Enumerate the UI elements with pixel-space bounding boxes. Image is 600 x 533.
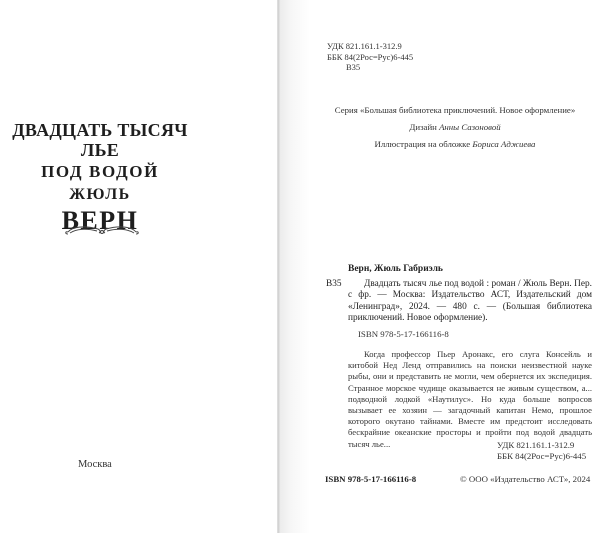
bbk-code-bottom: ББК 84(2Рос=Рус)6-445 [497,451,587,461]
bbk-code: ББК 84(2Рос=Рус)6-445 [327,51,414,62]
book-title-line1: ДВАДЦАТЬ ТЫСЯЧ ЛЬЕ [12,120,188,160]
series-name: Серия «Большая библиотека приключений. Новое оформление» [334,105,576,115]
author-mark: В35 [346,62,361,72]
classification-codes-top [327,41,413,73]
illustrator-name: Бориса Аджиева [472,139,536,149]
illustration-label: Иллюстрация на обложке [374,139,473,149]
bibliographic-code: В35 [326,279,342,289]
series-credits [300,104,600,155]
udk-code-bottom: УДК 821.161.1-312.9 [497,440,575,450]
author-first-name: ЖЮЛЬ [69,186,131,203]
book-annotation: Когда профессор Пьер Аронакс, его слуга Консейль и китобой Нед Ленд отправились на поиски неизвестной науке рыбы, они и представить не могли, чем обернется их экспедиция. Странное морское чудище оказывается не живым существом, а... подводной лодкой «Наутилус». Но куда больше вопросов вызывает ее хозяин — загадочный капитан Немо, прошлое которого окутано тайнами. Вместе им предстоит исследовать бескрайние океанские просторы и пройти под водой двадцать тысяч лье... [348,349,592,449]
design-label: Дизайн [409,122,440,132]
left-page-title [0,0,279,533]
copyright-notice: © ООО «Издательство АСТ», 2024 [460,474,591,484]
flourish-ornament-icon [62,220,142,238]
isbn-bold: ISBN 978-5-17-166116-8 [325,474,417,484]
classification-codes-bottom [497,440,586,462]
udk-code: УДК 821.161.1-312.9 [327,41,402,51]
bibliographic-author: Верн, Жюль Габриэль [348,264,443,274]
publication-city: Москва [78,459,112,470]
design-credit [300,121,600,133]
title-block [0,120,200,235]
isbn-line: ISBN 978-5-17-166116-8 [358,329,449,339]
designer-name: Анны Сазоновой [439,122,501,132]
illustration-credit [300,138,600,150]
bibliographic-description: Двадцать тысяч лье под водой : роман / Жюль Верн. Пер. с фр. — Москва: Издательство АСТ, Издательский дом «Ленинград», 2024. — 480 с. — (Большая библиотека приключений. Новое оформление). [348,279,592,323]
author-last-name: ВЕРН [61,206,139,235]
book-title-line2: ПОД ВОДОЙ [41,162,159,181]
